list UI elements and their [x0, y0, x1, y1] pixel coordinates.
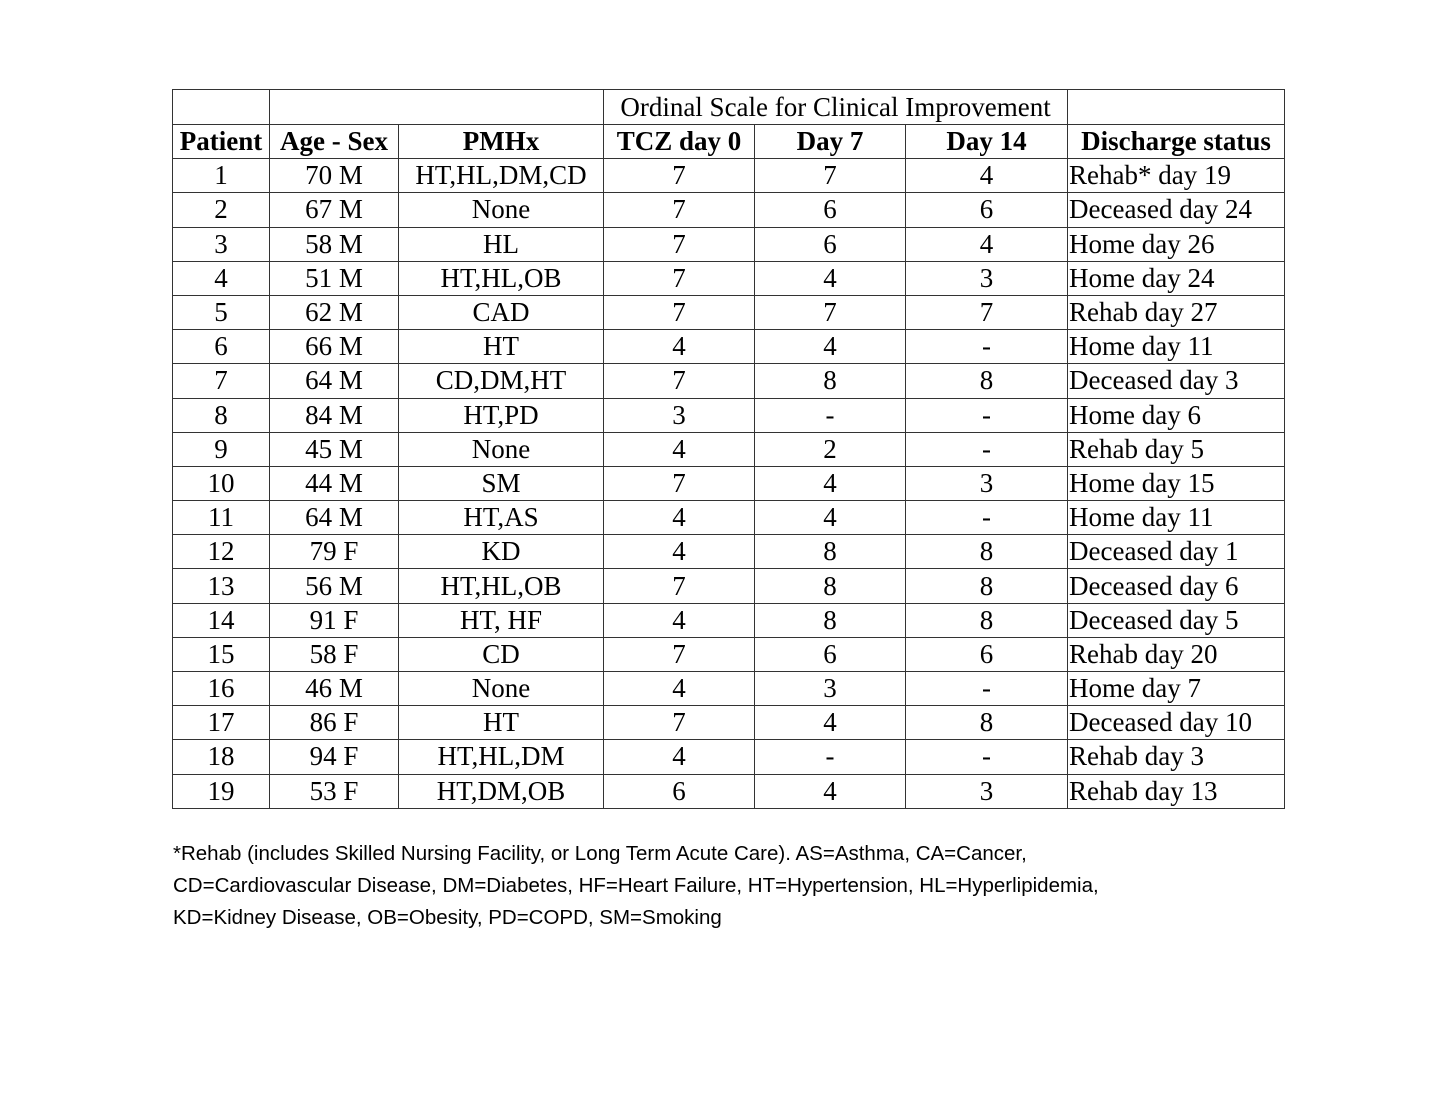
cell-tcz-day-0: 7	[604, 227, 755, 261]
cell-patient: 5	[173, 295, 270, 329]
cell-patient: 15	[173, 637, 270, 671]
table-row	[173, 295, 1285, 329]
cell-discharge-status: Deceased day 24	[1068, 193, 1285, 227]
cell-pmhx: None	[399, 193, 604, 227]
cell-day-7: 8	[755, 603, 906, 637]
cell-day-7: 7	[755, 295, 906, 329]
table-body	[173, 159, 1285, 809]
table-row	[173, 501, 1285, 535]
table-row	[173, 774, 1285, 808]
cell-age-sex: 58 M	[270, 227, 399, 261]
cell-day-14: 7	[906, 295, 1068, 329]
cell-day-14: 6	[906, 637, 1068, 671]
cell-pmhx: HT	[399, 706, 604, 740]
cell-discharge-status: Deceased day 1	[1068, 535, 1285, 569]
cell-age-sex: 64 M	[270, 501, 399, 535]
table-row	[173, 603, 1285, 637]
cell-discharge-status: Deceased day 3	[1068, 364, 1285, 398]
table-row	[173, 159, 1285, 193]
cell-tcz-day-0: 3	[604, 398, 755, 432]
cell-day-14: -	[906, 740, 1068, 774]
cell-day-14: 3	[906, 466, 1068, 500]
cell-day-7: 2	[755, 432, 906, 466]
cell-day-7: 6	[755, 193, 906, 227]
group-header-row	[173, 90, 1285, 125]
cell-tcz-day-0: 4	[604, 672, 755, 706]
cell-day-14: 6	[906, 193, 1068, 227]
cell-age-sex: 44 M	[270, 466, 399, 500]
cell-day-7: 4	[755, 330, 906, 364]
cell-patient: 18	[173, 740, 270, 774]
cell-age-sex: 86 F	[270, 706, 399, 740]
empty-cell	[1068, 90, 1285, 125]
table-row	[173, 330, 1285, 364]
cell-patient: 12	[173, 535, 270, 569]
cell-day-7: 4	[755, 774, 906, 808]
cell-patient: 2	[173, 193, 270, 227]
cell-age-sex: 70 M	[270, 159, 399, 193]
empty-cell	[270, 90, 604, 125]
ordinal-scale-header: Ordinal Scale for Clinical Improvement	[604, 90, 1068, 125]
cell-patient: 11	[173, 501, 270, 535]
cell-patient: 16	[173, 672, 270, 706]
cell-tcz-day-0: 4	[604, 501, 755, 535]
cell-age-sex: 62 M	[270, 295, 399, 329]
cell-pmhx: None	[399, 432, 604, 466]
cell-age-sex: 46 M	[270, 672, 399, 706]
cell-patient: 13	[173, 569, 270, 603]
cell-discharge-status: Deceased day 5	[1068, 603, 1285, 637]
cell-patient: 10	[173, 466, 270, 500]
patient-table	[172, 89, 1285, 809]
cell-tcz-day-0: 7	[604, 159, 755, 193]
column-header-day-7: Day 7	[755, 125, 906, 159]
cell-day-7: 6	[755, 227, 906, 261]
cell-day-14: 8	[906, 535, 1068, 569]
cell-pmhx: KD	[399, 535, 604, 569]
cell-pmhx: HT,DM,OB	[399, 774, 604, 808]
column-header-discharge-status: Discharge status	[1068, 125, 1285, 159]
cell-discharge-status: Rehab day 20	[1068, 637, 1285, 671]
cell-tcz-day-0: 7	[604, 261, 755, 295]
cell-day-7: 3	[755, 672, 906, 706]
table-row	[173, 261, 1285, 295]
footnote-line: KD=Kidney Disease, OB=Obesity, PD=COPD, SM=Smoking	[173, 906, 722, 929]
cell-tcz-day-0: 7	[604, 193, 755, 227]
cell-day-14: -	[906, 672, 1068, 706]
cell-tcz-day-0: 4	[604, 432, 755, 466]
column-header-day-14: Day 14	[906, 125, 1068, 159]
table-row	[173, 706, 1285, 740]
cell-pmhx: HL	[399, 227, 604, 261]
cell-day-14: -	[906, 330, 1068, 364]
cell-tcz-day-0: 7	[604, 364, 755, 398]
cell-tcz-day-0: 6	[604, 774, 755, 808]
cell-discharge-status: Home day 11	[1068, 501, 1285, 535]
cell-day-7: 4	[755, 706, 906, 740]
cell-day-7: 6	[755, 637, 906, 671]
cell-patient: 14	[173, 603, 270, 637]
empty-cell	[173, 90, 270, 125]
column-header-row	[173, 125, 1285, 159]
table-row	[173, 364, 1285, 398]
cell-tcz-day-0: 7	[604, 706, 755, 740]
cell-pmhx: CAD	[399, 295, 604, 329]
cell-pmhx: HT,HL,DM	[399, 740, 604, 774]
cell-age-sex: 51 M	[270, 261, 399, 295]
cell-discharge-status: Rehab day 3	[1068, 740, 1285, 774]
cell-patient: 3	[173, 227, 270, 261]
cell-pmhx: SM	[399, 466, 604, 500]
cell-day-7: -	[755, 398, 906, 432]
table-row	[173, 193, 1285, 227]
cell-age-sex: 84 M	[270, 398, 399, 432]
table-row	[173, 740, 1285, 774]
table-row	[173, 569, 1285, 603]
cell-day-14: 8	[906, 364, 1068, 398]
cell-age-sex: 94 F	[270, 740, 399, 774]
table-row	[173, 227, 1285, 261]
cell-pmhx: HT,HL,DM,CD	[399, 159, 604, 193]
cell-discharge-status: Rehab day 13	[1068, 774, 1285, 808]
column-header-patient: Patient	[173, 125, 270, 159]
cell-age-sex: 53 F	[270, 774, 399, 808]
cell-patient: 19	[173, 774, 270, 808]
cell-pmhx: HT,PD	[399, 398, 604, 432]
cell-discharge-status: Home day 15	[1068, 466, 1285, 500]
cell-pmhx: CD	[399, 637, 604, 671]
cell-discharge-status: Rehab day 5	[1068, 432, 1285, 466]
cell-patient: 9	[173, 432, 270, 466]
cell-tcz-day-0: 7	[604, 295, 755, 329]
cell-tcz-day-0: 4	[604, 330, 755, 364]
cell-pmhx: HT,HL,OB	[399, 261, 604, 295]
cell-day-14: 4	[906, 159, 1068, 193]
cell-day-7: 4	[755, 501, 906, 535]
cell-discharge-status: Rehab* day 19	[1068, 159, 1285, 193]
cell-age-sex: 45 M	[270, 432, 399, 466]
table-row	[173, 637, 1285, 671]
footnote-line: CD=Cardiovascular Disease, DM=Diabetes, HF=Heart Failure, HT=Hypertension, HL=Hyperlipidemia,	[173, 874, 1099, 897]
cell-day-7: 7	[755, 159, 906, 193]
cell-discharge-status: Home day 7	[1068, 672, 1285, 706]
cell-day-14: 8	[906, 706, 1068, 740]
cell-discharge-status: Home day 6	[1068, 398, 1285, 432]
cell-day-14: 8	[906, 569, 1068, 603]
cell-discharge-status: Home day 24	[1068, 261, 1285, 295]
table-row	[173, 672, 1285, 706]
cell-tcz-day-0: 4	[604, 603, 755, 637]
cell-patient: 4	[173, 261, 270, 295]
cell-pmhx: HT	[399, 330, 604, 364]
cell-age-sex: 56 M	[270, 569, 399, 603]
cell-age-sex: 66 M	[270, 330, 399, 364]
cell-day-7: 8	[755, 569, 906, 603]
cell-age-sex: 79 F	[270, 535, 399, 569]
cell-pmhx: HT,AS	[399, 501, 604, 535]
cell-age-sex: 64 M	[270, 364, 399, 398]
table-row	[173, 398, 1285, 432]
column-header-tcz-day-0: TCZ day 0	[604, 125, 755, 159]
cell-discharge-status: Rehab day 27	[1068, 295, 1285, 329]
cell-discharge-status: Home day 11	[1068, 330, 1285, 364]
column-header-age-sex: Age - Sex	[270, 125, 399, 159]
cell-discharge-status: Home day 26	[1068, 227, 1285, 261]
cell-day-7: 4	[755, 261, 906, 295]
footnote	[173, 838, 1323, 934]
cell-tcz-day-0: 4	[604, 535, 755, 569]
cell-age-sex: 91 F	[270, 603, 399, 637]
cell-age-sex: 58 F	[270, 637, 399, 671]
cell-pmhx: None	[399, 672, 604, 706]
table-row	[173, 432, 1285, 466]
cell-patient: 6	[173, 330, 270, 364]
cell-tcz-day-0: 4	[604, 740, 755, 774]
cell-discharge-status: Deceased day 6	[1068, 569, 1285, 603]
cell-day-14: 3	[906, 774, 1068, 808]
cell-day-7: -	[755, 740, 906, 774]
cell-pmhx: CD,DM,HT	[399, 364, 604, 398]
cell-day-7: 8	[755, 535, 906, 569]
cell-discharge-status: Deceased day 10	[1068, 706, 1285, 740]
cell-pmhx: HT, HF	[399, 603, 604, 637]
cell-age-sex: 67 M	[270, 193, 399, 227]
cell-pmhx: HT,HL,OB	[399, 569, 604, 603]
footnote-line: *Rehab (includes Skilled Nursing Facility, or Long Term Acute Care). AS=Asthma, CA=Cancer,	[173, 842, 1027, 865]
cell-patient: 7	[173, 364, 270, 398]
cell-tcz-day-0: 7	[604, 637, 755, 671]
cell-patient: 17	[173, 706, 270, 740]
cell-day-14: 4	[906, 227, 1068, 261]
cell-day-14: -	[906, 432, 1068, 466]
table-row	[173, 466, 1285, 500]
cell-patient: 8	[173, 398, 270, 432]
table-row	[173, 535, 1285, 569]
cell-tcz-day-0: 7	[604, 569, 755, 603]
cell-tcz-day-0: 7	[604, 466, 755, 500]
cell-patient: 1	[173, 159, 270, 193]
cell-day-7: 8	[755, 364, 906, 398]
cell-day-14: -	[906, 398, 1068, 432]
cell-day-14: 8	[906, 603, 1068, 637]
cell-day-7: 4	[755, 466, 906, 500]
cell-day-14: -	[906, 501, 1068, 535]
column-header-pmhx: PMHx	[399, 125, 604, 159]
cell-day-14: 3	[906, 261, 1068, 295]
